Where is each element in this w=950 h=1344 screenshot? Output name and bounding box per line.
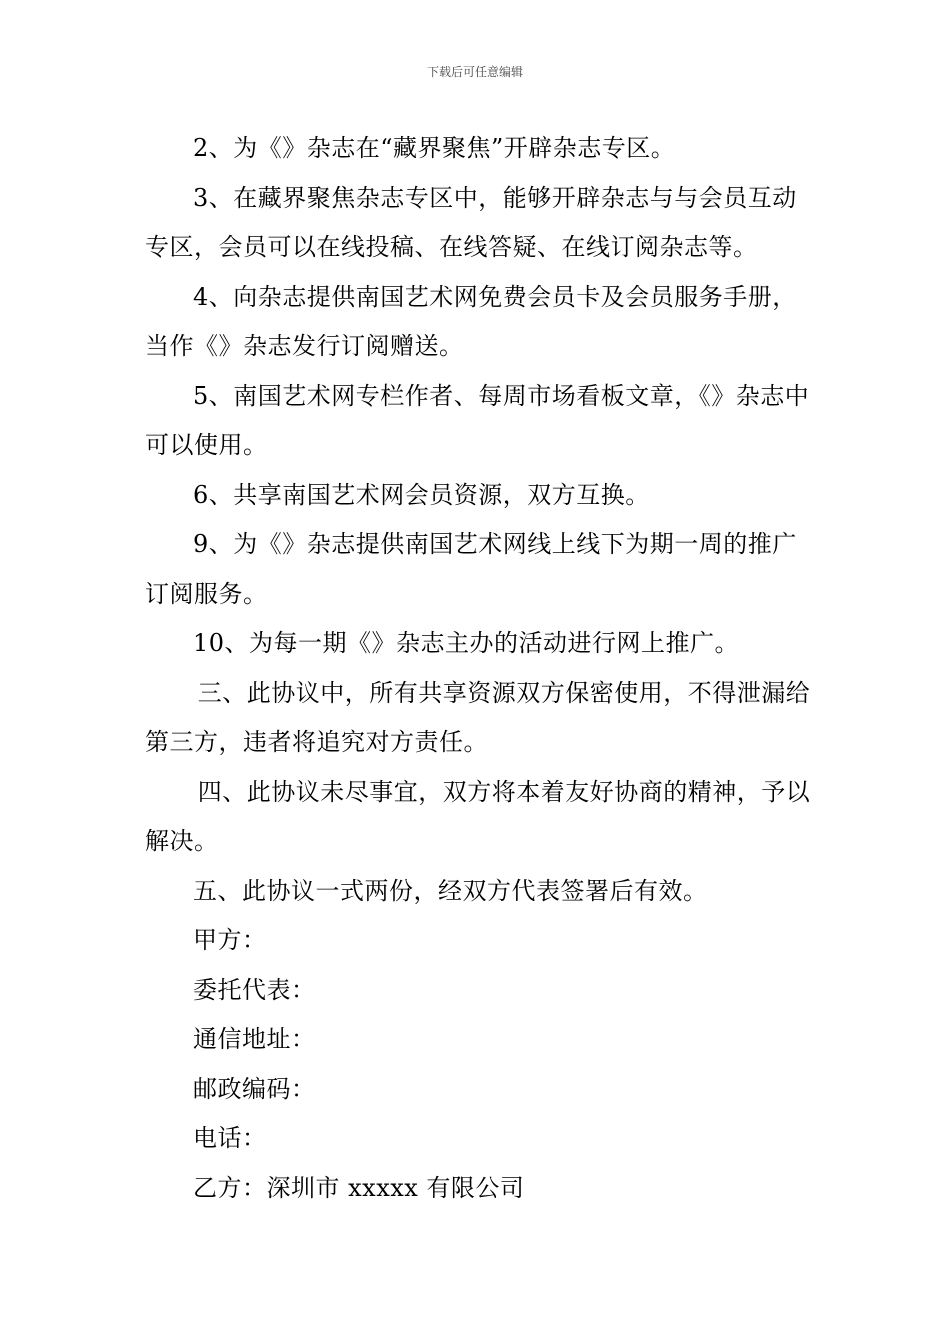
paragraph-section-5: 五、此协议一式两份，经双方代表签署后有效。 xyxy=(193,876,708,905)
paragraph-section-4: 四、此协议未尽事宜，双方将本着友好协商的精神，予以解决。 xyxy=(145,777,811,855)
party-a-label: 甲方： xyxy=(193,926,267,954)
paragraph-item-3: 3、在藏界聚焦杂志专区中，能够开辟杂志与与会员互动专区，会员可以在线投稿、在线答疑、在线订阅杂志等。 xyxy=(145,183,797,261)
paragraph-item-9: 9、为《》杂志提供南国艺术网线上线下为期一周的推广订阅服务。 xyxy=(145,530,797,608)
paragraph-item-2: 2、为《》杂志在“藏界聚焦”开辟杂志专区。 xyxy=(193,134,676,162)
paragraph-section-3: 三、此协议中，所有共享资源双方保密使用，不得泄漏给第三方，违者将追究对方责任。 xyxy=(145,678,811,756)
page-header-note: 下载后可任意编辑 xyxy=(426,65,523,79)
party-b-label: 乙方：深圳市 xxxxx 有限公司 xyxy=(193,1173,525,1202)
phone-label: 电话： xyxy=(193,1124,267,1152)
representative-label: 委托代表： xyxy=(193,975,316,1004)
paragraph-item-4: 4、向杂志提供南国艺术网免费会员卡及会员服务手册，当作《》杂志发行订阅赠送。 xyxy=(145,282,797,360)
postal-code-label: 邮政编码： xyxy=(193,1074,316,1103)
address-label: 通信地址： xyxy=(193,1025,316,1053)
document-body xyxy=(145,124,815,1213)
paragraph-item-6: 6、共享南国艺术网会员资源，双方互换。 xyxy=(193,480,650,509)
paragraph-item-5: 5、南国艺术网专栏作者、每周市场看板文章，《》杂志中可以使用。 xyxy=(145,381,810,459)
paragraph-item-10: 10、为每一期《》杂志主办的活动进行网上推广。 xyxy=(193,629,740,657)
